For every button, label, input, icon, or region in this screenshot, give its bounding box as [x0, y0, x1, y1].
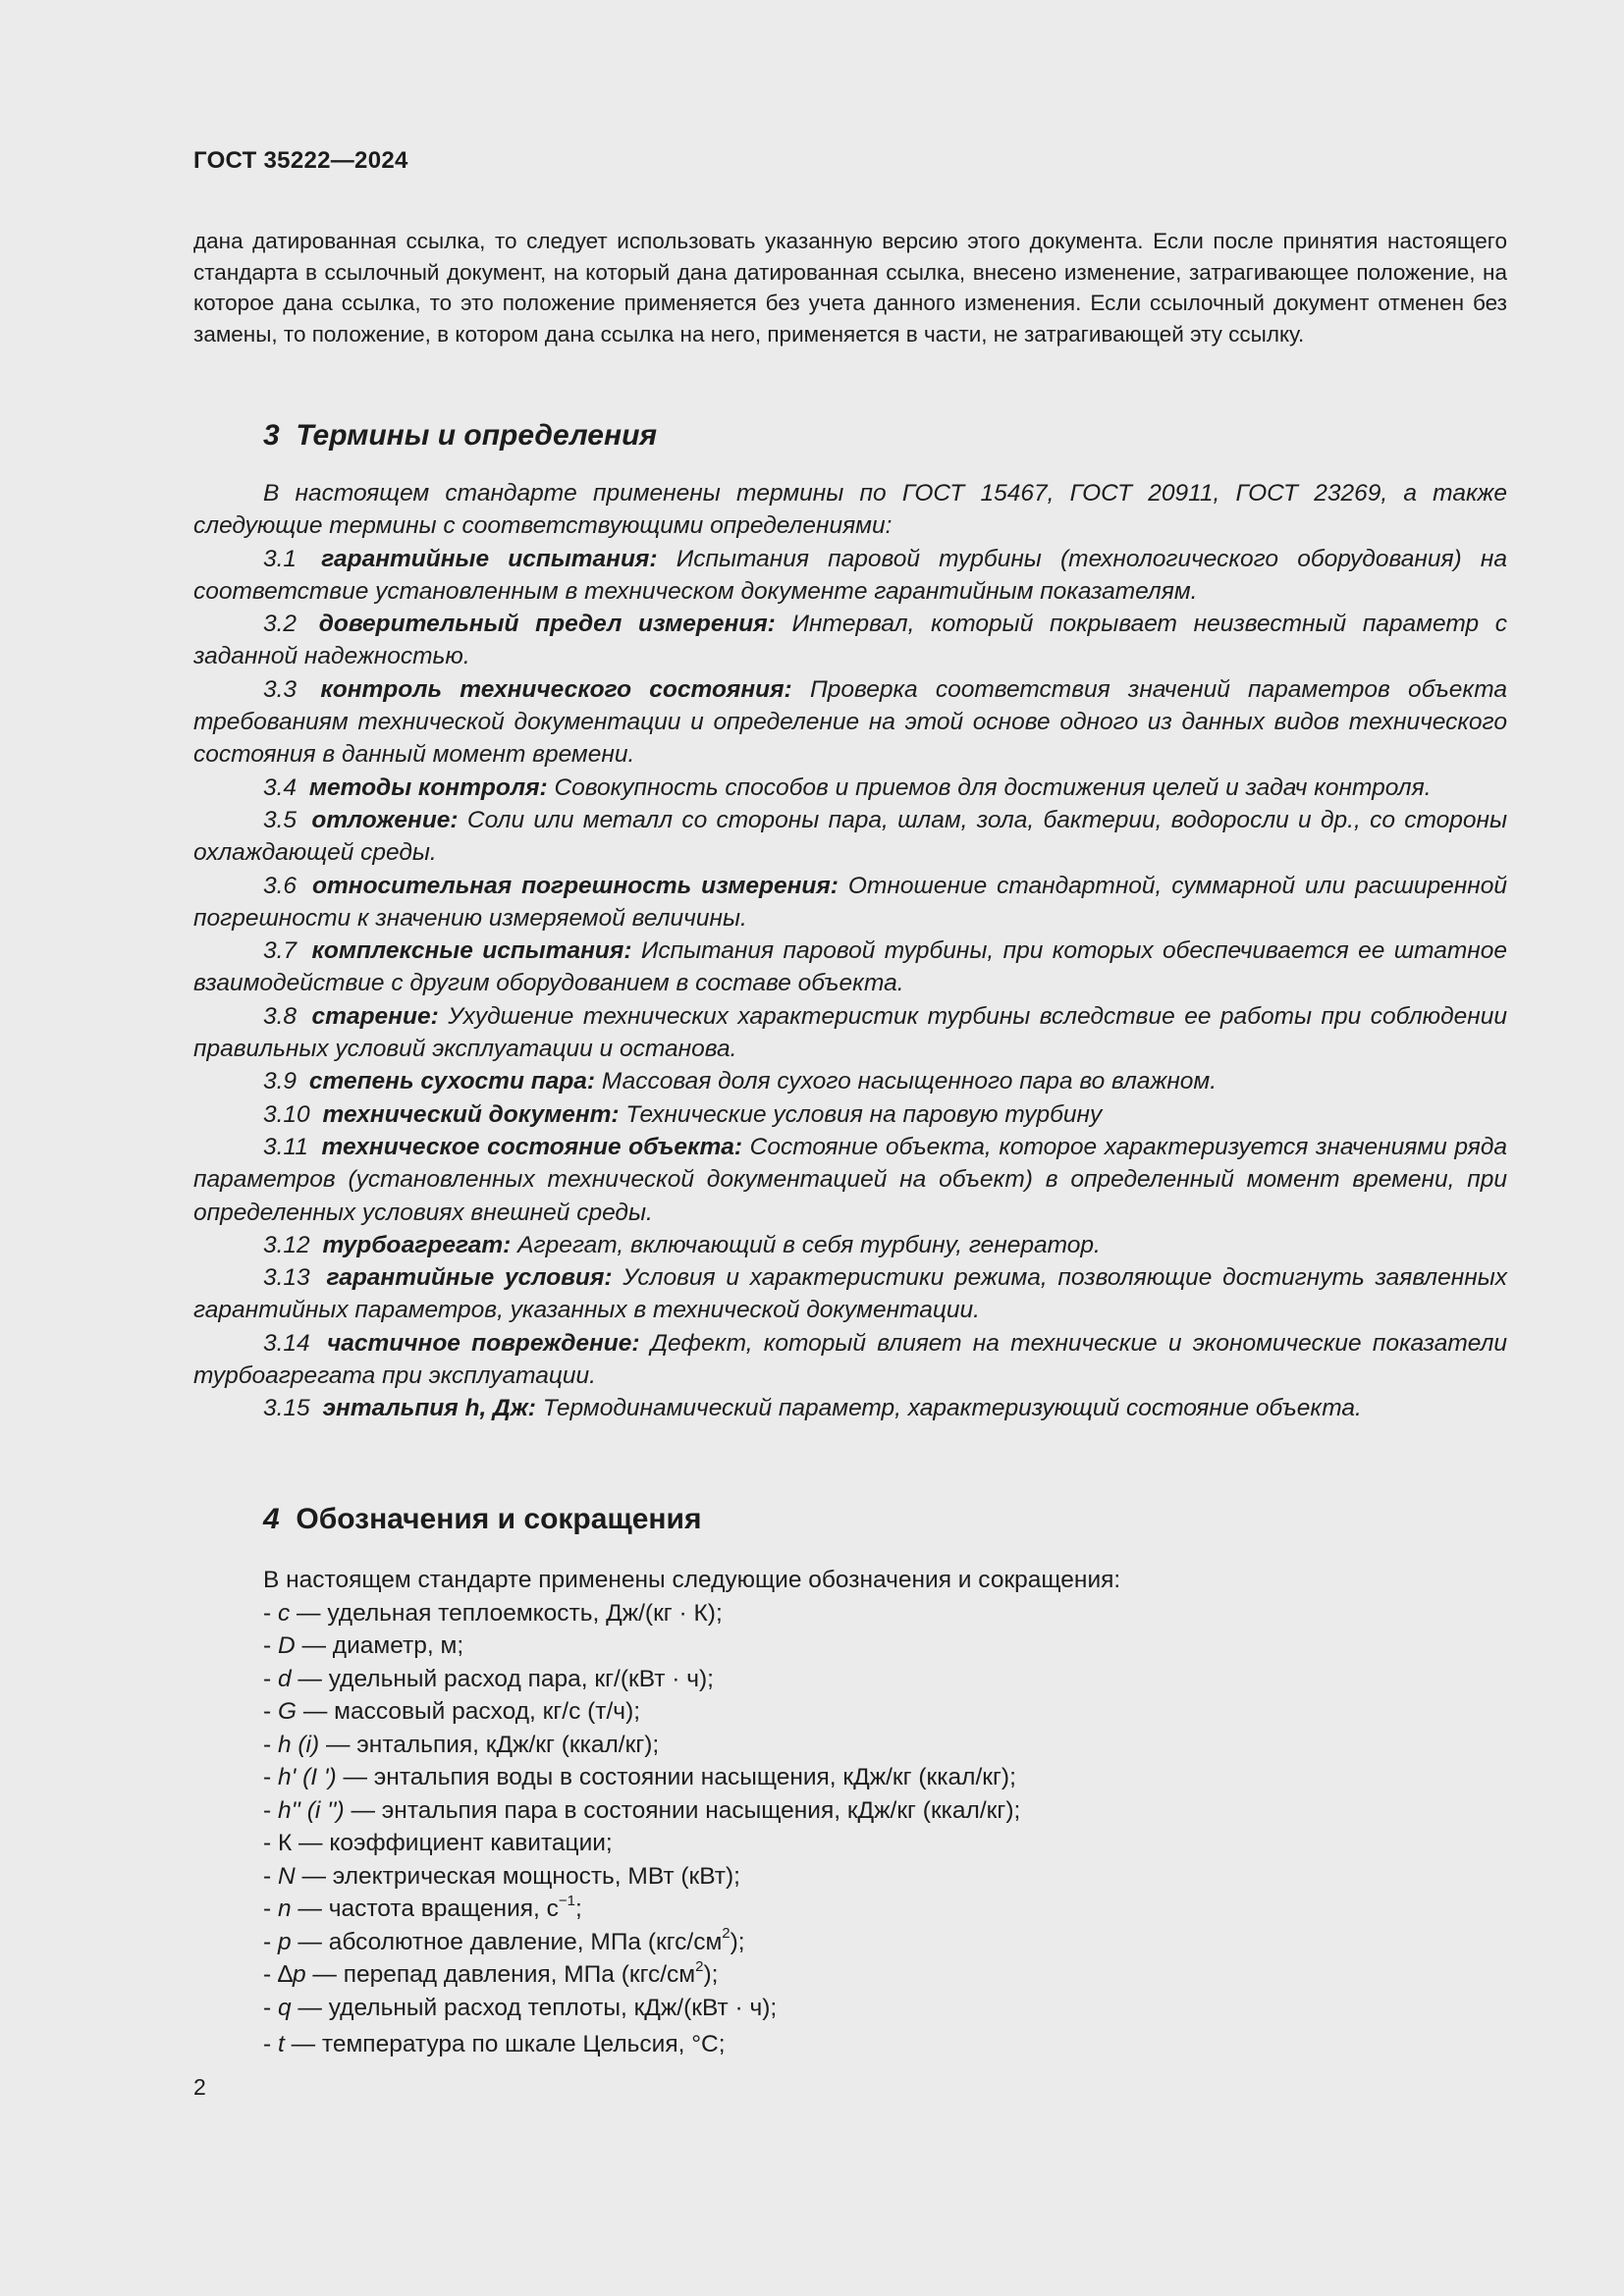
- abbreviation-item: [263, 1958, 1508, 1992]
- term-entry: [193, 543, 1507, 609]
- abbreviation-symbol: h' (I '): [277, 1764, 337, 1790]
- term-name: техническое состояние объекта:: [321, 1133, 743, 1160]
- term-definition: Отношение стандартной, суммарной или расширенной погрешности к значению измеряемой величины.: [193, 872, 1507, 932]
- abbreviation-superscript: 2: [722, 1925, 731, 1943]
- term-name: технический документ:: [322, 1100, 620, 1128]
- abbreviation-symbol: t: [277, 2031, 285, 2057]
- abbreviation-symbol: h (i): [277, 1731, 320, 1758]
- terms-intro: В настоящем стандарте применены термины по ГОСТ 15467, ГОСТ 20911, ГОСТ 23269, а также следующие термины с соответствующими определениями:: [193, 480, 1507, 540]
- term-name: гарантийные условия:: [326, 1264, 613, 1292]
- abbreviation-prefix: -: [263, 1928, 278, 1955]
- abbreviation-text: — массовый расход, кг/с (т/ч);: [297, 1698, 641, 1725]
- term-name: частичное повреждение:: [326, 1329, 640, 1357]
- abbreviation-text: — диаметр, м;: [295, 1632, 464, 1659]
- terms-list: [193, 477, 1507, 1425]
- abbreviation-item: [263, 2028, 1508, 2061]
- abbreviation-text: — энтальпия пара в состоянии насыщения, кДж/кг (ккал/кг);: [344, 1796, 1021, 1824]
- term-number: 3.9: [263, 1068, 298, 1095]
- abbreviation-symbol: p: [292, 1961, 306, 1988]
- abbreviation-text: — перепад давления, МПа (кгс/см: [305, 1961, 696, 1988]
- term-entry: [193, 772, 1507, 804]
- abbreviation-symbol: n: [277, 1896, 292, 1922]
- term-entry: [193, 673, 1507, 772]
- abbreviation-item: [263, 1860, 1508, 1894]
- abbreviation-prefix: -: [263, 1632, 278, 1659]
- term-name: энтальпия h, Дж:: [322, 1395, 536, 1422]
- term-number: 3.11: [263, 1133, 308, 1160]
- term-name: отложение:: [311, 806, 459, 833]
- section-4-heading: [263, 1503, 702, 1536]
- abbreviation-text: К — коэффициент кавитации;: [277, 1830, 613, 1856]
- abbreviation-text: — температура по шкале Цельсия, °С;: [284, 2031, 726, 2057]
- abbreviation-prefix: -: [263, 1862, 278, 1890]
- term-definition: Интервал, который покрывает неизвестный параметр с заданной надежностью.: [193, 611, 1508, 670]
- abbreviation-tail: );: [730, 1928, 745, 1955]
- abbreviation-text: — частота вращения, с: [291, 1896, 559, 1922]
- abbreviation-item: [263, 1992, 1508, 2025]
- abbreviation-prefix: -: [263, 1830, 278, 1856]
- abbreviation-prefix: -: [263, 1896, 278, 1922]
- abbreviation-text: — электрическая мощность, МВт (кВт);: [295, 1862, 740, 1890]
- abbreviations-intro: В настоящем стандарте применены следующие обозначения и сокращения:: [263, 1567, 1121, 1593]
- abbreviation-symbol: p: [277, 1928, 292, 1955]
- term-entry: [193, 1261, 1507, 1327]
- abbreviation-symbol: G: [277, 1698, 298, 1725]
- term-entry: [193, 608, 1507, 673]
- term-entry: [193, 1098, 1507, 1131]
- term-entry: [193, 1065, 1507, 1097]
- term-name: турбоагрегат:: [322, 1231, 512, 1258]
- section-3-title: Термины и определения: [296, 419, 658, 452]
- abbreviation-item: [263, 1729, 1508, 1762]
- term-name: контроль технического состояния:: [320, 675, 792, 703]
- abbreviation-item: [263, 1695, 1508, 1729]
- abbreviation-prefix: -: [263, 1731, 278, 1758]
- term-definition: Агрегат, включающий в себя турбину, генератор.: [517, 1231, 1101, 1258]
- abbreviation-superscript: 2: [695, 1957, 704, 1975]
- document-code: ГОСТ 35222—2024: [193, 147, 408, 174]
- term-definition: Дефект, который влияет на технические и экономические показатели турбоагрегата при эксплуатации.: [193, 1329, 1508, 1390]
- term-name: старение:: [311, 1002, 439, 1030]
- term-number: 3.2: [263, 611, 298, 638]
- intro-paragraph: дана датированная ссылка, то следует использовать указанную версию этого документа. Если после принятия настоящего стандарта в ссылочный документ, на который дана датированная ссылка, внесено изменение, затрагивающее положение, на которое дана ссылка, то это положение применяется без учета данного изменения. Если ссылочный документ отменен без замены, то положение, в котором дана ссылка на него, применяется в части, не затрагивающей эту ссылку.: [193, 229, 1507, 347]
- abbreviation-prefix: -: [263, 1698, 278, 1725]
- term-definition: Термодинамический параметр, характеризующий состояние объекта.: [542, 1395, 1362, 1422]
- term-entry: [193, 1392, 1507, 1424]
- abbreviation-item: [263, 1629, 1508, 1663]
- abbreviation-tail: ;: [575, 1896, 582, 1922]
- term-entry: [193, 804, 1507, 870]
- term-entry: [193, 1131, 1507, 1229]
- term-number: 3.15: [263, 1395, 310, 1422]
- term-number: 3.6: [263, 872, 298, 899]
- abbreviation-item: [263, 1893, 1508, 1926]
- term-definition: Совокупность способов и приемов для достижения целей и задач контроля.: [554, 774, 1432, 801]
- term-entry: [193, 1000, 1507, 1066]
- term-number: 3.8: [263, 1002, 298, 1030]
- abbreviation-text: — энтальпия, кДж/кг (ккал/кг);: [319, 1731, 660, 1758]
- term-name: степень сухости пара:: [308, 1068, 596, 1095]
- abbreviation-text: — удельный расход теплоты, кДж/(кВт · ч);: [291, 1994, 778, 2021]
- term-definition: Массовая доля сухого насыщенного пара во влажном.: [601, 1068, 1218, 1095]
- abbreviation-item: [263, 1827, 1508, 1860]
- abbreviation-item: [263, 1794, 1508, 1828]
- term-number: 3.3: [263, 675, 298, 703]
- term-definition: Условия и характеристики режима, позволяющие достигнуть заявленных гарантийных параметров, указанных в технической документации.: [193, 1264, 1507, 1324]
- abbreviation-symbol: q: [277, 1994, 292, 2021]
- abbreviation-symbol: D: [277, 1632, 296, 1659]
- term-number: 3.1: [263, 545, 298, 572]
- abbreviation-symbol: c: [277, 1599, 291, 1627]
- abbreviation-symbol: d: [277, 1665, 292, 1692]
- term-number: 3.12: [263, 1231, 310, 1258]
- abbreviation-item: [263, 1597, 1508, 1630]
- abbreviation-prefix: -: [263, 1665, 278, 1692]
- term-entry: [193, 1327, 1507, 1393]
- abbreviation-text: — абсолютное давление, МПа (кгс/см: [291, 1928, 723, 1955]
- abbreviation-prefix: - ∆: [263, 1961, 293, 1988]
- term-definition: Ухудшение технических характеристик турбины вследствие ее работы при соблюдении правильных условий эксплуатации и останова.: [193, 1002, 1507, 1063]
- abbreviation-text: — удельная теплоемкость, Дж/(кг · К);: [290, 1599, 723, 1627]
- abbreviation-prefix: -: [263, 2031, 278, 2057]
- abbreviation-symbol: h'' (i ''): [277, 1796, 345, 1824]
- abbreviation-prefix: -: [263, 1796, 278, 1824]
- section-3-heading: [263, 419, 657, 453]
- term-entry: [193, 934, 1507, 1000]
- term-number: 3.13: [263, 1264, 310, 1292]
- abbreviation-item: [263, 1926, 1508, 1959]
- term-name: методы контроля:: [308, 774, 548, 801]
- page-number: 2: [193, 2074, 206, 2100]
- abbreviation-text: — удельный расход пара, кг/(кВт · ч);: [291, 1665, 714, 1692]
- abbreviation-symbol: N: [277, 1862, 296, 1890]
- term-definition: Технические условия на паровую турбину: [625, 1100, 1103, 1128]
- term-entry: [193, 870, 1507, 935]
- abbreviation-prefix: -: [263, 1994, 278, 2021]
- term-entry: [193, 1229, 1507, 1261]
- abbreviations-list: [263, 1564, 1508, 2061]
- term-definition: Проверка соответствия значений параметров объекта требованиям технической документации и определение на этой основе одного из данных видов технического состояния в данный момент времени.: [193, 675, 1508, 769]
- term-definition: Испытания паровой турбины (технологического оборудования) на соответствие установленным в техническом документе гарантийным показателям.: [193, 545, 1507, 605]
- section-3-number: 3: [263, 419, 280, 452]
- term-name: гарантийные испытания:: [321, 545, 658, 572]
- term-definition: Состояние объекта, которое характеризуется значениями ряда параметров (установленных технической документацией на объект) в определенный момент времени, при определенных условиях внешней среды.: [193, 1133, 1508, 1226]
- section-4-number: 4: [263, 1503, 280, 1535]
- term-number: 3.7: [263, 937, 298, 965]
- term-number: 3.4: [263, 774, 298, 801]
- term-number: 3.5: [263, 806, 298, 833]
- abbreviation-tail: );: [703, 1961, 719, 1988]
- term-name: относительная погрешность измерения:: [312, 872, 839, 899]
- term-name: комплексные испытания:: [311, 937, 632, 965]
- term-definition: Соли или металл со стороны пара, шлам, зола, бактерии, водоросли и др., со стороны охлаждающей среды.: [193, 806, 1508, 867]
- abbreviation-prefix: -: [263, 1764, 278, 1790]
- term-number: 3.14: [263, 1329, 310, 1357]
- term-number: 3.10: [263, 1100, 310, 1128]
- abbreviation-superscript: −1: [558, 1892, 576, 1909]
- term-definition: Испытания паровой турбины, при которых обеспечивается ее штатное взаимодействие с другим оборудованием в составе объекта.: [193, 937, 1508, 997]
- abbreviation-item: [263, 1761, 1508, 1794]
- abbreviation-text: — энтальпия воды в состоянии насыщения, кДж/кг (ккал/кг);: [336, 1764, 1016, 1790]
- abbreviation-prefix: -: [263, 1599, 278, 1627]
- section-4-title: Обозначения и сокращения: [296, 1503, 702, 1535]
- term-name: доверительный предел измерения:: [318, 611, 776, 638]
- abbreviation-item: [263, 1663, 1508, 1696]
